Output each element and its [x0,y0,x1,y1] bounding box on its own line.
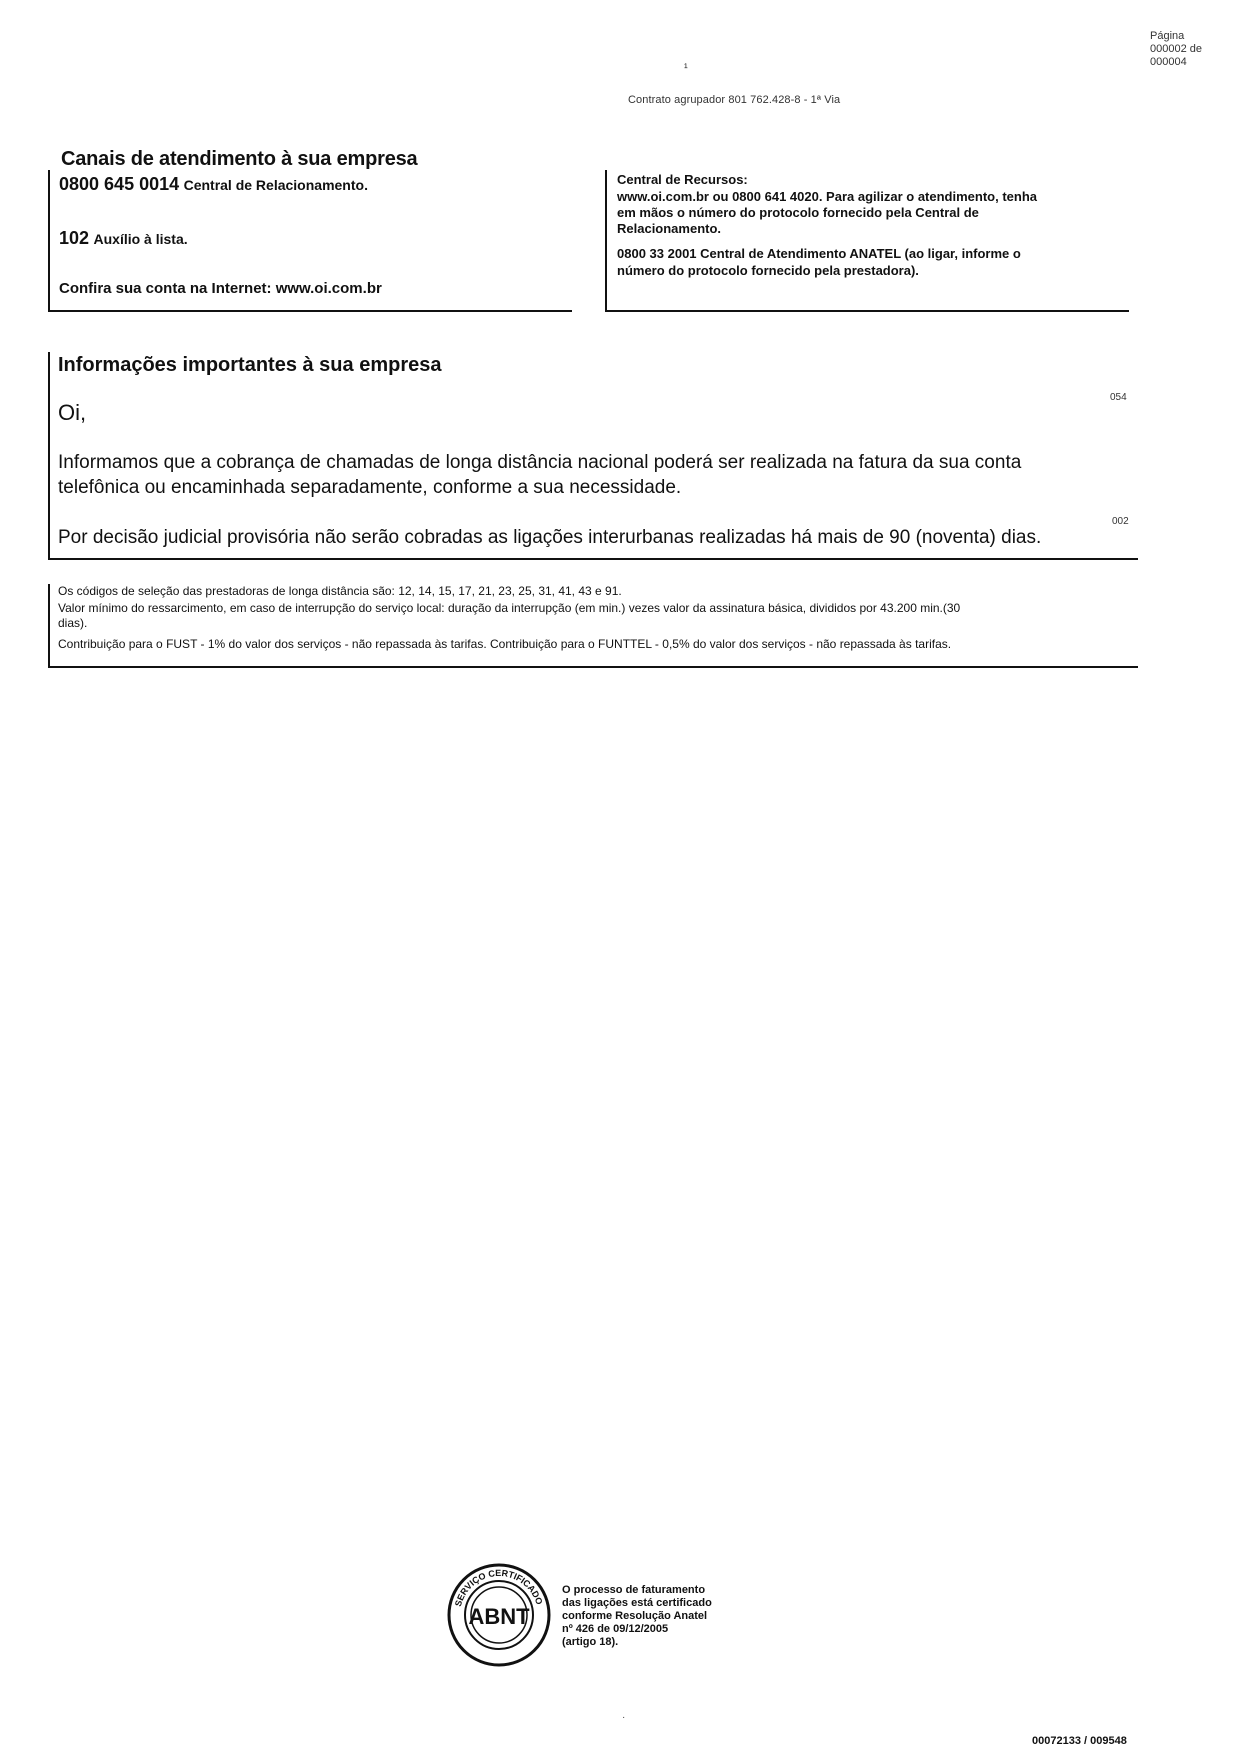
canais-box-left [48,170,572,312]
seal-line-3: conforme Resolução Anatel [562,1610,708,1622]
page-number [1150,30,1220,69]
list-line [59,228,188,249]
footer-code: 00072133 / 009548 [1032,1735,1127,1747]
para2: Por decisão judicial provisória não serão cobradas as ligações interurbanas realizadas há mais de 90 (noventa) dias. [58,527,1042,548]
para1-line-1: Informamos que a cobrança de chamadas de longa distância nacional poderá ser realizada na fatura da sua conta [58,452,1022,473]
internet-link[interactable]: Confira sua conta na Internet: www.oi.com.br [59,280,382,297]
info-title: Informações importantes à sua empresa [58,354,442,376]
seal-ring-text: SERVIÇO CERTIFICADO [453,1567,545,1608]
recursos-line-1: www.oi.com.br ou 0800 641 4020. Para agilizar o atendimento, tenha [617,189,1037,204]
list-label: Auxílio à lista. [93,231,188,247]
code-002: 002 [1112,516,1129,527]
canais-box-right [605,170,1129,312]
recursos-title: Central de Recursos: [617,172,748,187]
para1-line-2: telefônica ou encaminhada separadamente, conforme a sua necessidade. [58,477,682,498]
seal-line-5: (artigo 18). [562,1636,619,1648]
anatel-line-2: número do protocolo fornecido pela prestadora). [617,263,919,278]
scan-mark: ¹ [684,62,688,74]
phone-number: 0800 645 0014 [59,174,180,194]
contract-number: Contrato agrupador 801 762.428-8 - 1ª Via [628,94,841,106]
seal-caption [562,1584,722,1649]
phone-label: Central de Relacionamento. [183,177,368,193]
info-section [48,352,1138,560]
abnt-seal-icon [446,1562,552,1668]
note-line-2: Valor mínimo do ressarcimento, em caso de interrupção do serviço local: duração da interrupção (em min.) vezes valor da assinatura básica, divididos por 43.200 min.(30 [58,601,961,615]
page-label: Página [1150,30,1185,42]
seal-logo-text: ABNT [468,1604,530,1629]
notes-section [48,584,1138,668]
greeting: Oi, [58,400,87,425]
list-number: 102 [59,228,90,248]
note-line-4: Contribuição para o FUST - 1% do valor dos serviços - não repassada às tarifas. Contribuição para o FUNTTEL - 0,5% do valor dos serviços - não repassada às tarifas. [58,637,952,651]
recursos-line-3: Relacionamento. [617,221,722,236]
seal-line-1: O processo de faturamento [562,1584,706,1596]
phone-line [59,174,368,195]
page-total: 000004 [1150,56,1187,68]
canais-title: Canais de atendimento à sua empresa [61,148,418,170]
note-line-3: dias). [58,616,88,630]
note-line-1: Os códigos de seleção das prestadoras de longa distância são: 12, 14, 15, 17, 21, 23, 25, 31, 41, 43 e 91. [58,584,622,598]
seal-line-4: nº 426 de 09/12/2005 [562,1623,669,1635]
seal-line-2: das ligações está certificado [562,1597,712,1609]
scan-dot: · [622,1712,626,1723]
code-054: 054 [1110,392,1127,403]
page-current: 000002 de [1150,43,1202,55]
anatel-line-1: 0800 33 2001 Central de Atendimento ANATEL (ao ligar, informe o [617,246,1021,261]
recursos-line-2: em mãos o número do protocolo fornecido pela Central de [617,205,979,220]
